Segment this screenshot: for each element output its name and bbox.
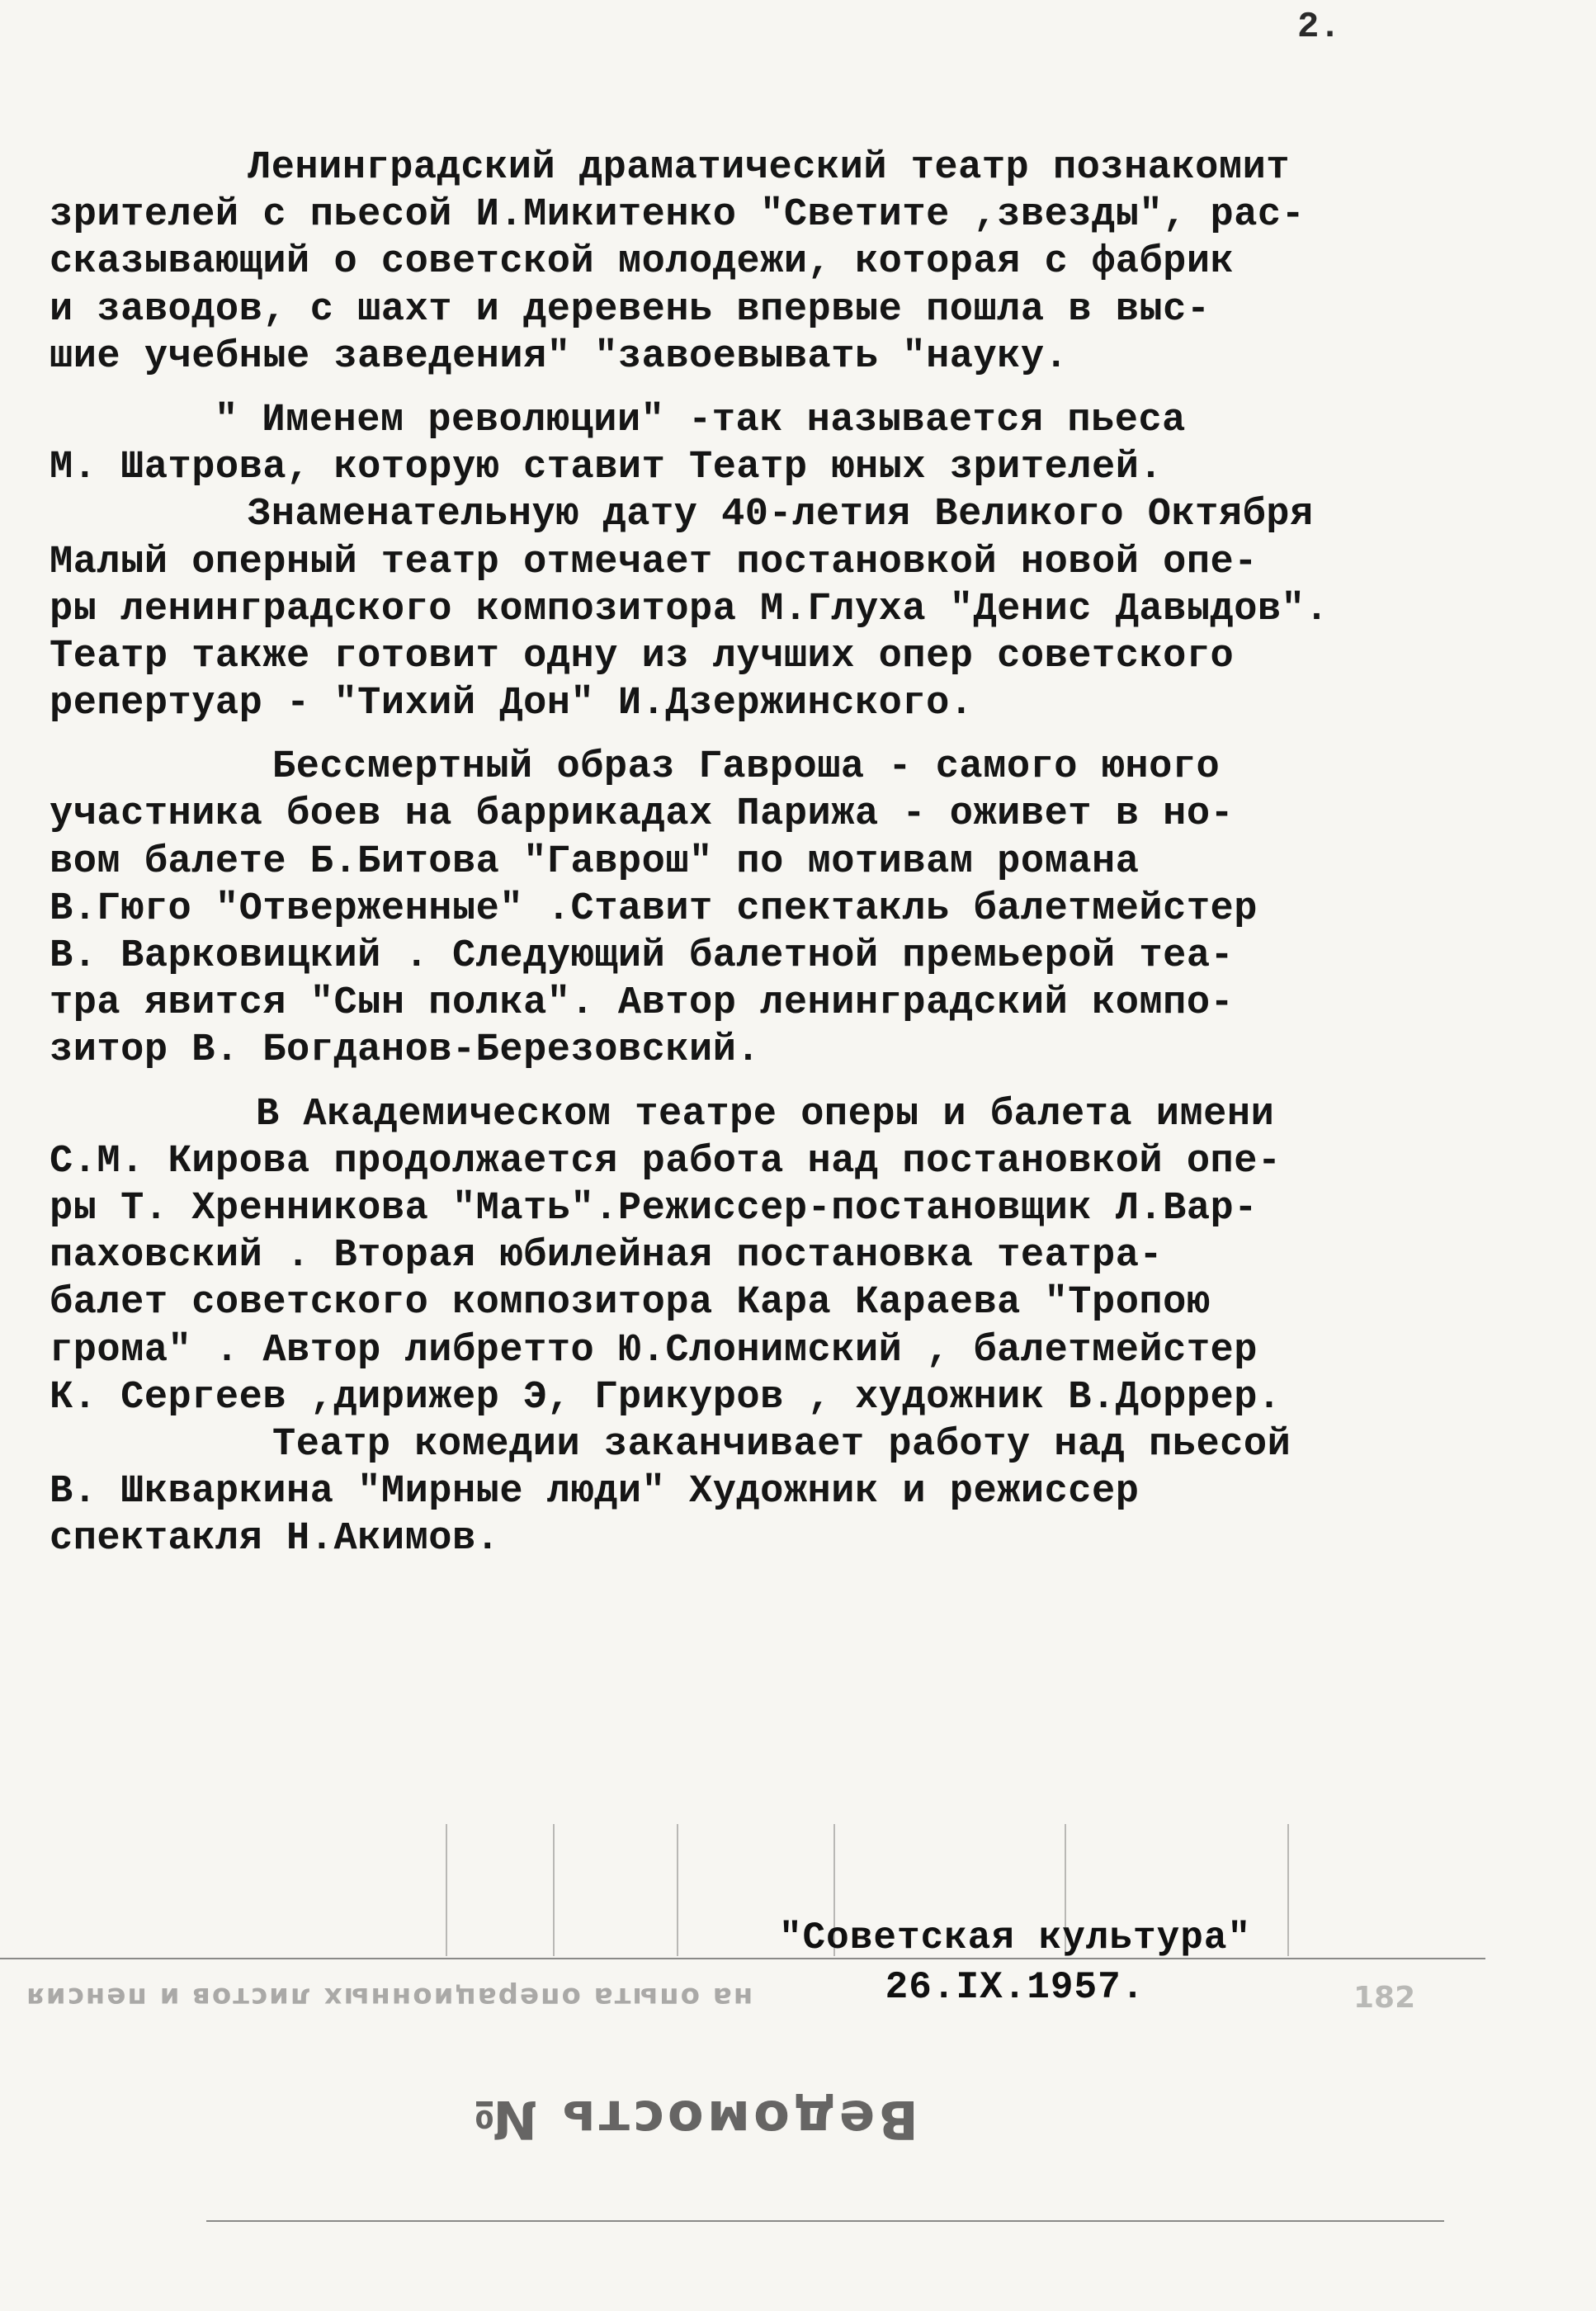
- publication-date: 26.IX.1957.: [885, 1966, 1145, 2009]
- text-line: В. Варковицкий . Следующий балетной премьерой теа-: [50, 934, 1235, 978]
- text-line: В Академическом театре оперы и балета имени: [256, 1092, 1275, 1137]
- form-rule: [206, 2220, 1444, 2222]
- bleed-through-text: на опыта операционных листов и пенсия: [25, 1981, 753, 2014]
- text-line: " Именем революции" -так называется пьеса: [215, 398, 1186, 442]
- source-citation: [718, 1913, 1312, 2012]
- text-line: зрителей с пьесой И.Микитенко "Светите ,звезды", рас-: [50, 193, 1306, 238]
- text-line: репертуар - "Тихий Дон" И.Дзержинского.: [50, 682, 974, 726]
- form-grid-line: [677, 1824, 678, 1956]
- text-line: зитор В. Богданов-Березовский.: [50, 1028, 761, 1073]
- text-line: В.Гюго "Отверженные" .Ставит спектакль балетмейстер: [50, 886, 1258, 931]
- text-line: Театр комедии заканчивает работу над пьесой: [272, 1422, 1291, 1467]
- text-line: М. Шатрова, которую ставит Театр юных зрителей.: [50, 446, 1164, 490]
- bleed-through-number: 182: [1353, 1981, 1416, 2015]
- text-line: Ленинградский драматический театр познакомит: [248, 146, 1291, 190]
- text-line: спектакля Н.Акимов.: [50, 1517, 500, 1562]
- text-line: тра явится "Сын полка". Автор ленинградский компо-: [50, 981, 1235, 1026]
- text-line: и заводов, с шахт и деревень впервые пошла в выс-: [50, 287, 1211, 332]
- text-line: вом балете Б.Битова "Гаврош" по мотивам романа: [50, 839, 1140, 884]
- page-number: 2.: [1297, 7, 1341, 48]
- text-line: К. Сергеев ,дирижер Э, Грикуров , художник В.Доррер.: [50, 1375, 1282, 1420]
- text-line: В. Шкваркина "Мирные люди" Художник и режиссер: [50, 1470, 1140, 1515]
- article-body: [50, 144, 1485, 1562]
- text-line: паховский . Вторая юбилейная постановка театра-: [50, 1234, 1164, 1278]
- text-line: ры Т. Хренникова "Мать".Режиссер-постановщик Л.Вар-: [50, 1186, 1258, 1231]
- text-line: Малый оперный театр отмечает постановкой новой опе-: [50, 540, 1258, 584]
- bleed-through-title: Ведомость №: [470, 2088, 918, 2149]
- text-line: сказывающий о советской молодежи, которая с фабрик: [50, 240, 1235, 285]
- form-grid-line: [553, 1824, 555, 1956]
- text-line: Бессмертный образ Гавроша - самого юного: [272, 745, 1221, 790]
- publication-name: "Советская культура": [778, 1916, 1252, 1959]
- text-line: ры ленинградского композитора М.Глуха "Денис Давыдов".: [50, 587, 1329, 631]
- text-line: шие учебные заведения" "завоевывать "науку.: [50, 334, 1069, 379]
- text-line: балет советского композитора Кара Караева "Тропою: [50, 1281, 1211, 1326]
- text-line: С.М. Кирова продолжается работа над постановкой опе-: [50, 1139, 1282, 1184]
- text-line: Знаменательную дату 40-летия Великого Октября: [248, 493, 1314, 537]
- text-line: участника боев на баррикадах Парижа - оживет в но-: [50, 792, 1235, 837]
- form-grid-line: [446, 1824, 447, 1956]
- text-line: Театр также готовит одну из лучших опер советского: [50, 634, 1235, 678]
- text-line: грома" . Автор либретто Ю.Слонимский , балетмейстер: [50, 1328, 1258, 1373]
